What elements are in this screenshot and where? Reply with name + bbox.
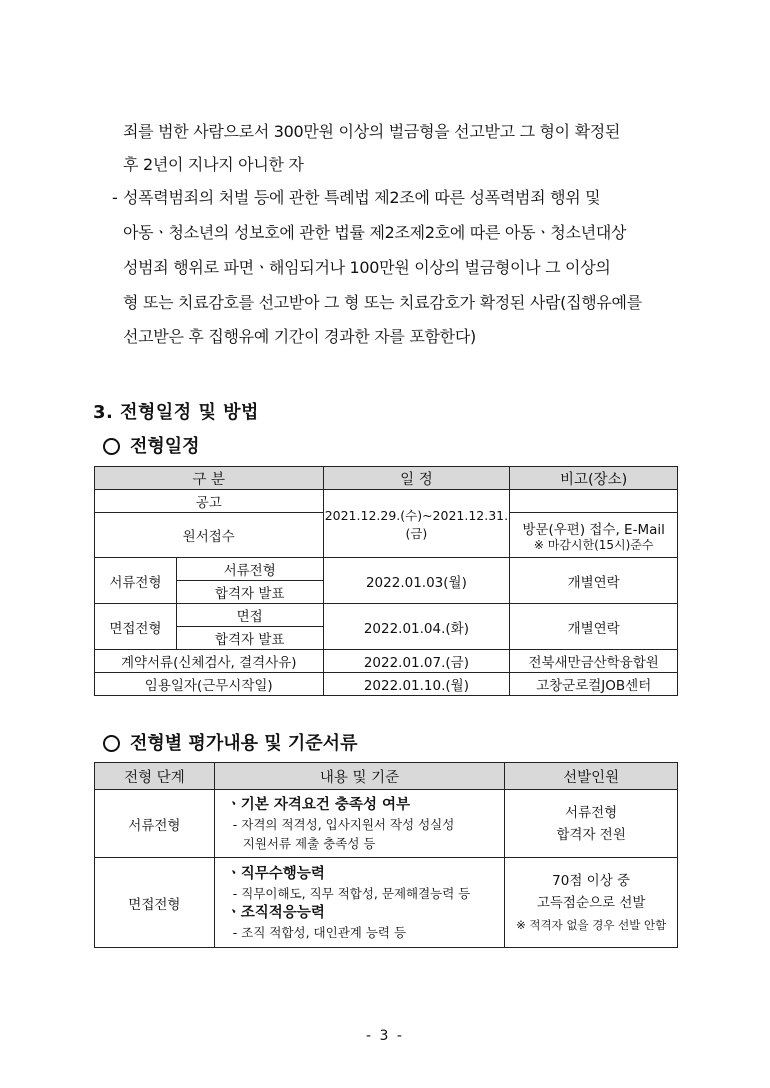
header-category: 구 분	[95, 467, 324, 490]
selection-line: 서류전형	[565, 804, 618, 821]
schedule-table	[94, 466, 678, 696]
cell-doc-note: 개별연락	[510, 558, 678, 604]
cell-doc-criteria	[214, 790, 505, 858]
header-criteria: 내용 및 기준	[214, 763, 505, 790]
cell-int-stage: 면접전형	[95, 604, 177, 650]
header-stage: 전형 단계	[95, 763, 215, 790]
cell-appoint: 임용일자(근무시작일)	[95, 673, 324, 696]
cell-int-sub: 면접	[176, 604, 323, 627]
circle-icon	[103, 735, 120, 752]
dash-marker: -	[112, 188, 118, 207]
cell-int-selection	[505, 858, 678, 948]
cell-doc-date: 2022.01.03(월)	[323, 558, 510, 604]
table-row	[95, 650, 678, 673]
table-row	[95, 604, 678, 627]
paragraph-line: 성범죄 행위로 파면ㆍ해임되거나 100만원 이상의 벌금형이나 그 이상의	[123, 258, 611, 277]
paragraph-line: 선고받은 후 집행유예 기간이 경과한 자를 포함한다)	[123, 327, 476, 346]
app-note-line: ※ 마감시한(15시)준수	[533, 537, 654, 552]
table-row	[95, 790, 678, 858]
schedule-heading-text: 전형일정	[130, 436, 200, 457]
criteria-subitem: - 자격의 적격성, 입사지원서 작성 성실성	[232, 816, 455, 832]
cell-doc-stage: 서류전형	[95, 790, 215, 858]
cell-doc-selection	[505, 790, 678, 858]
cell-doc-stage: 서류전형	[95, 558, 177, 604]
cell-int-date: 2022.01.04.(화)	[323, 604, 510, 650]
paragraph-line: 형 또는 치료감호를 선고받아 그 형 또는 치료감호가 확정된 사람(집행유예를	[123, 293, 642, 312]
cell-empty	[510, 490, 678, 513]
cell-int-stage: 면접전형	[95, 858, 215, 948]
cell-app-note	[510, 513, 678, 558]
cell-int-criteria	[214, 858, 505, 948]
paragraph-line: 성폭력범죄의 처벌 등에 관한 특례법 제2조에 따른 성폭력범죄 행위 및	[123, 188, 601, 207]
selection-line: 70점 이상 중	[552, 872, 631, 889]
selection-line: 합격자 전원	[556, 826, 626, 843]
table-row	[95, 558, 678, 581]
header-note: 비고(장소)	[510, 467, 678, 490]
criteria-bullet: ㆍ조직적응능력	[226, 904, 325, 921]
selection-line: 고득점순으로 선발	[536, 894, 646, 911]
cell-int-sub: 합격자 발표	[176, 627, 323, 650]
cell-appoint-date: 2022.01.10.(월)	[323, 673, 510, 696]
circle-icon	[103, 438, 120, 455]
table-header-row	[95, 763, 678, 790]
criteria-subitem: 지원서류 제출 충족성 등	[242, 835, 376, 851]
header-date: 일 정	[323, 467, 510, 490]
criteria-subitem: - 직무이해도, 직무 적합성, 문제해결능력 등	[232, 885, 471, 901]
cell-doc-sub: 서류전형	[176, 558, 323, 581]
app-note-line: 방문(우편) 접수, E-Mail	[522, 521, 665, 538]
header-selection: 선발인원	[505, 763, 678, 790]
section-title: 3. 전형일정 및 방법	[93, 402, 259, 423]
paragraph-line: 죄를 범한 사람으로서 300만원 이상의 벌금형을 선고받고 그 형이 확정된	[123, 122, 621, 141]
page-number: - 3 -	[366, 1028, 404, 1044]
table-row	[95, 858, 678, 948]
cell-contract: 계약서류(신체검사, 결격사유)	[95, 650, 324, 673]
schedule-heading	[103, 432, 200, 458]
table-header-row	[95, 467, 678, 490]
cell-doc-sub: 합격자 발표	[176, 581, 323, 604]
cell-app-date: 2021.12.29.(수)~2021.12.31.(금)	[323, 490, 510, 558]
cell-appoint-note: 고창군로컬JOB센터	[510, 673, 678, 696]
selection-note: ※ 적격자 없을 경우 선발 안함	[516, 917, 667, 932]
paragraph-line: 후 2년이 지나지 아니한 자	[123, 155, 304, 174]
criteria-bullet: ㆍ직무수행능력	[226, 865, 325, 882]
evaluation-heading	[103, 729, 357, 755]
evaluation-heading-text: 전형별 평가내용 및 기준서류	[130, 733, 358, 754]
cell-notice: 공고	[95, 490, 324, 513]
paragraph-line: 아동ㆍ청소년의 성보호에 관한 법률 제2조제2호에 따른 아동ㆍ청소년대상	[123, 223, 627, 242]
cell-int-note: 개별연락	[510, 604, 678, 650]
criteria-subitem: - 조직 적합성, 대인관계 능력 등	[232, 924, 407, 940]
cell-application: 원서접수	[95, 513, 324, 558]
cell-contract-date: 2022.01.07.(금)	[323, 650, 510, 673]
cell-contract-note: 전북새만금산학융합원	[510, 650, 678, 673]
criteria-bullet: ㆍ기본 자격요건 충족성 여부	[226, 796, 411, 813]
evaluation-table	[94, 762, 678, 948]
table-row	[95, 490, 678, 513]
table-row	[95, 673, 678, 696]
